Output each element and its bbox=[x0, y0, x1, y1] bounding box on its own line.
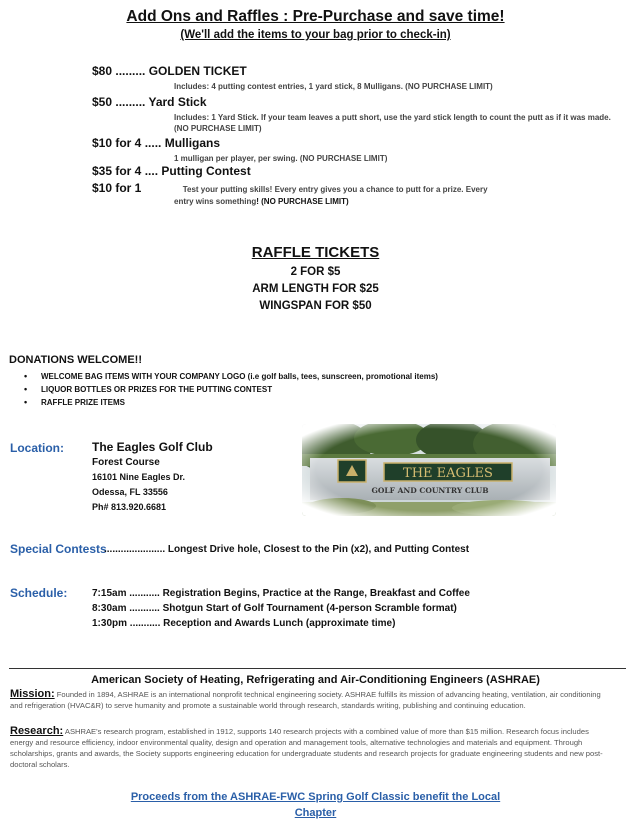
research-paragraph bbox=[10, 726, 610, 770]
schedule-item: 8:30am ........... Shotgun Start of Golf Tournament (4-person Scramble format) bbox=[92, 603, 457, 614]
donations-list bbox=[24, 370, 438, 409]
location-label: Location: bbox=[10, 441, 64, 455]
research-text: ASHRAE's research program, established in 1912, supports 140 research projects with a combined value of more than $15 million. Research focus includes energy and resource efficiency, indoor environmental quality, design and operation and management tools, alternative technologies and materials and equipment. Through scholarships, grants and awards, the Society supports engineering education for undergraduate students and research projects for graduate engineering students and new post-doctoral scholars. bbox=[10, 727, 603, 769]
list-item: • RAFFLE PRIZE ITEMS bbox=[24, 396, 438, 409]
addon-single-entry bbox=[92, 181, 612, 206]
location-phone: Ph# 813.920.6681 bbox=[92, 502, 167, 512]
addon-single-entry-description: Test your putting skills! Every entry gives you a chance to putt for a prize. Every bbox=[182, 185, 488, 194]
location-name: The Eagles Golf Club bbox=[92, 440, 213, 454]
proceeds-link[interactable] bbox=[0, 789, 631, 821]
mission-paragraph bbox=[10, 689, 610, 711]
addon-yard-stick-heading: $50 ......... Yard Stick bbox=[92, 95, 207, 109]
addon-putting-contest bbox=[92, 164, 612, 178]
location-street: 16101 Nine Eagles Dr. bbox=[92, 472, 186, 482]
raffle-line-3: WINGSPAN FOR $50 bbox=[259, 300, 372, 312]
addon-mulligans-description: 1 mulligan per player, per swing. (NO PURCHASE LIMIT) bbox=[174, 154, 388, 163]
location-address bbox=[92, 440, 213, 515]
golf-club-sign-photo bbox=[302, 424, 556, 516]
raffle-line-1: 2 FOR $5 bbox=[290, 266, 341, 278]
special-contests-label: Special Contests bbox=[10, 542, 107, 556]
schedule-label: Schedule: bbox=[10, 586, 68, 600]
addon-golden-ticket bbox=[92, 64, 612, 92]
addon-single-entry-heading: $10 for 1 bbox=[92, 181, 142, 195]
addon-yard-stick bbox=[92, 95, 612, 134]
location-course: Forest Course bbox=[92, 457, 160, 468]
page-subtitle: (We'll add the items to your bag prior to check-in) bbox=[180, 29, 451, 41]
addon-golden-ticket-description: Includes: 4 putting contest entries, 1 yard stick, 8 Mulligans. (NO PURCHASE LIMIT) bbox=[174, 82, 493, 91]
addon-single-entry-description-cont: entry wins something bbox=[174, 197, 257, 206]
addon-single-entry-limit: ! (NO PURCHASE LIMIT) bbox=[256, 197, 349, 206]
raffle-line-2: ARM LENGTH FOR $25 bbox=[252, 283, 379, 295]
page-title: Add Ons and Raffles : Pre-Purchase and save time! bbox=[126, 8, 505, 25]
location-city: Odessa, FL 33556 bbox=[92, 487, 168, 497]
addon-mulligans bbox=[92, 136, 612, 164]
raffle-title: RAFFLE TICKETS bbox=[251, 244, 380, 261]
donations-title: DONATIONS WELCOME!! bbox=[9, 354, 143, 366]
research-label: Research: bbox=[10, 725, 64, 737]
mission-text: Founded in 1894, ASHRAE is an international nonprofit technical engineering society. ASHRAE fulfills its mission of advancing heating, ventilation, air conditioning and refrigeration (HVAC&R) to serve humanity and promote a sustainable world through research, standards writing, publishing and continuing education. bbox=[10, 690, 601, 710]
section-divider bbox=[9, 668, 626, 669]
addon-mulligans-heading: $10 for 4 ..... Mulligans bbox=[92, 136, 221, 150]
list-item: • WELCOME BAG ITEMS WITH YOUR COMPANY LOGO (i.e golf balls, tees, sunscreen, promotional items) bbox=[24, 370, 438, 383]
special-contests-text: ...................... Longest Drive hole, Closest to the Pin (x2), and Putting Contest bbox=[104, 544, 470, 555]
mission-label: Mission: bbox=[10, 688, 55, 700]
proceeds-line-2[interactable]: Chapter bbox=[294, 807, 337, 819]
list-item: • LIQUOR BOTTLES OR PRIZES FOR THE PUTTING CONTEST bbox=[24, 383, 438, 396]
org-title: American Society of Heating, Refrigerating and Air-Conditioning Engineers (ASHRAE) bbox=[91, 674, 540, 686]
addon-yard-stick-description: Includes: 1 Yard Stick. If your team leaves a putt short, use the yard stick length to count the putt as if it was made. (NO PURCHASE LIMIT) bbox=[174, 113, 611, 133]
schedule-item: 1:30pm ........... Reception and Awards Lunch (approximate time) bbox=[92, 618, 396, 629]
addon-putting-contest-heading: $35 for 4 .... Putting Contest bbox=[92, 164, 251, 178]
proceeds-line-1[interactable]: Proceeds from the ASHRAE-FWC Spring Golf Classic benefit the Local bbox=[130, 791, 501, 803]
addon-golden-ticket-heading: $80 ......... GOLDEN TICKET bbox=[92, 64, 247, 78]
schedule-item: 7:15am ........... Registration Begins, Practice at the Range, Breakfast and Coffee bbox=[92, 588, 470, 599]
